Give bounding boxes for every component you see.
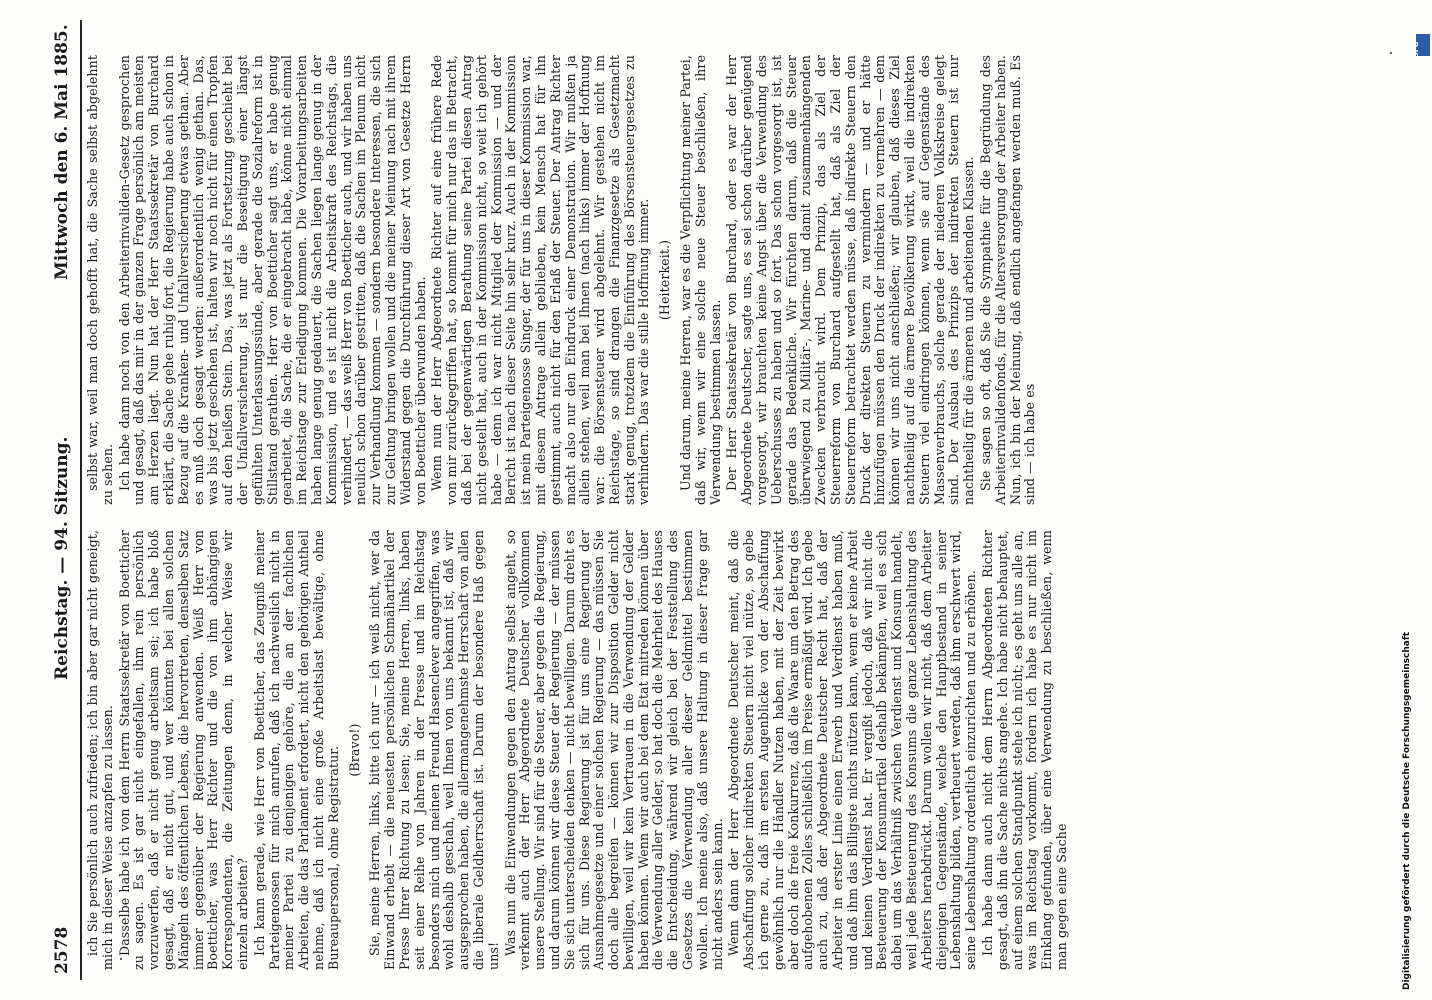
- paragraph: Wenn dann der Herr Abgeordnete Deutscher meint, daß die Abschaffung solcher indirekten Steuern nicht viel nütze, so gebe ich gerne zu, daß im ersten Augenblicke von der Abschaffung gewöhnlich nur die Händler Nutzen haben, mit der Zeit bewirkt aber doch die freie Konkurrenz, daß die Waare um den Betrag des aufgehobenen Zolles schließlich im Preise ermäßigt wird. Ich gebe auch zu, daß der Abgeordnete Deutscher Recht hat, daß der Arbeiter in erster Linie einen Erwerb und Verdienst haben muß, und daß ihm das Billigste nichts nützen kann, wenn er keine Arbeit und keinen Verdienst hat. Er vergißt jedoch, daß wir nicht die Besteuerung der Konsumartikel deshalb bekämpfen, weil es sich dabei um das Verhältniß zwischen Verdienst und Konsum handelt, weil jede Besteuerung des Konsums die ganze Lebenshaltung des Arbeiters herabdrückt. Darum wollen wir nicht, daß dem Arbeiter diejenigen Gegenstände, welche den Hauptbestand in seiner Lebenshaltung bilden, vertheuert werden, daß ihm erschwert wird, seine Lebenshaltung ordentlich einzurichten und zu erhöhen.: [726, 530, 979, 970]
- digitization-credit: Digitalisierung gefördert durch die Deutsche Forschungsgemeinschaft: [1402, 631, 1412, 990]
- session-date: Mittwoch den 6. Mai 1885.: [52, 24, 72, 280]
- paragraph: Wenn nun der Herr Abgeordnete Richter auf eine frühere Rede von mir zurückgegriffen hat, so kommt für mich nur das in Betracht, daß bei der gegenwärtigen Berathung seine Partei diesen Antrag nicht gestellt hat, auch in der Kommission nicht, so weit ich gehört habe — denn ich war nicht Mitglied der Kommission — und der Bericht ist nach dieser Seite hin sehr kurz. Auch in der Kommission ist mein Parteigenosse Singer, der für uns in dieser Kommission war, mit diesem Antrage allein geblieben, kein Mensch hat für ihn gestimmt, auch nicht für den Erlaß der Steuer. Der Antrag Richter macht also nur den Eindruck einer Demonstration. Wir mußten ja allein stehen, weil man bei Ihnen (nach links) immer der Hoffnung war: die Börsensteuer wird abgelehnt. Wir gestehen nicht im Reichstage, so sind drangen die Finanzgesetze als Gesetzmacht stark genug, trotzdem die Einführung des Börsensteuergesetzes zu verhindern. Das war die stille Hoffnung immer.: [429, 55, 652, 505]
- page-header: [46, 20, 82, 980]
- paragraph: ich Sie persönlich auch zufrieden; ich bin aber gar nicht geneigt, mich in dieser Weise anzapfen zu lassen.: [85, 530, 115, 970]
- dfg-logo: DFG: [1416, 34, 1430, 56]
- interjection: (Heiterkeit.): [657, 239, 673, 321]
- scan-speck: [1390, 52, 1392, 54]
- paragraph: Ich kann gerade, wie Herr von Boetticher, das Zeugniß meiner Parteigenossen für mich anrufen, daß ich nachweislich nicht in meiner Partei zu denjenigen gehöre, die an der fachlichen Arbeiten, die das Parlament erfordert, nicht den gehörigen Antheil nehme, daß ich nicht eine große Arbeitslast bewältige, ohne Bureaupersonal, ohne Registratur.: [251, 530, 341, 970]
- rotated-page-content: [46, 20, 1346, 980]
- right-column: [86, 55, 1040, 505]
- paragraph: Ich habe dann auch nicht dem Herrn Abgeordneten Richter gesagt, daß ihn die Sache nichts angehe. Ich habe nicht behauptet, auf einem solchen Standpunkt stehe ich nicht; es geht uns alle an, was im Reichstag vorkommt, fordern ich habe es nur nicht im Einklang gefunden, über eine Verwendung zu beschließen, wenn man gegen eine Sache: [980, 530, 1069, 970]
- scan-speck: [120, 958, 122, 960]
- left-column: [86, 530, 1072, 970]
- paragraph: selbst war, weil man doch gehofft hat, die Sache selbst abgelehnt zu sehen.: [85, 55, 115, 505]
- paragraph: Ich habe dann noch von den Arbeiterinvaliden-Gesetz gesprochen und gesagt, daß das mir in der ganzen Frage persönlich am meisten am Herzen liegt. Nun hat der Herr Staatssekretär von Burchard erklärt, die Sache gehe ruhig fort, die Regierung habe auch schon in Bezug auf die Kranken- und Unfallversicherung etwas gethan. Aber es muß doch gesagt werden: außerordentlich wenig gethan. Das, was bis jetzt geschehen ist, halten wir noch nicht für einen Tropfen auf den heißen Stein. Das, was jetzt als Fortsetzung geschieht bei der Unfallversicherung, ist nur die Beseitigung einer längst gefühlten Unterlassungssünde, aber gerade die Sozialreform ist in Stillstand gerathen. Herr von Boetticher sagt uns, er habe genug gearbeitet, die Sache, die er eingebracht habe, könne nicht einmal im Reichstage zur Erledigung kommen. Die Vorarbeitungsarbeiten haben lange genug gedauert, die Sachen liegen lange genug in der Kommission, und es ist nicht die Arbeitskraft des Reichstags, die verhindert, — das weiß Herr von Boetticher auch, und wir haben uns neulich schon darüber gestritten, daß die Sachen im Plenum nicht zur Verhandlung kommen — sondern besondere Interessen, die sich zur Geltung bringen wollen und die meiner Meinung nach mit ihrem Widerstand gegen die Durchführung dieser Art von Gesetze Herrn von Boetticher überwunden haben.: [116, 55, 428, 505]
- paragraph: Was nun die Einwendungen gegen den Antrag selbst angeht, so verkennt auch der Herr Abgeordnete Deutscher vollkommen unsere Stellung. Wir sind für die Steuer, aber gegen die Regierung, und darum können wir diese Steuer der Regierung — der müssen Sie sich unterscheiden denken — nicht bewilligen. Darum dreht es sich für uns. Diese Regierung ist für uns eine Regierung der Ausnahmegesetze und einer solchen Regierung — das müssen Sie doch alle begreifen — können wir zur Disposition Gelder nicht bewilligen, weil wir kein Vertrauen in die Verwendung der Gelder haben können. Wenn wir auch bei dem Etat mitreden können über die Verwendung aller Gelder, so hat doch die Mehrheit des Hauses die Entscheidung, während wir gleich bei der Feststellung des Gesetzes die Verwendung aller dieser Geldmittel bestimmen wollen. Ich meine also, daß unsere Haltung in dieser Frage gar nicht anders sein kann.: [502, 530, 725, 970]
- paragraph: Der Herr Staatssekretär von Burchard, oder es war der Herr Abgeordnete Deutscher, sagte uns, es sei schon darüber genügend vorgesorgt, wir brauchten keine Angst über die Verwendung des Ueberschusses zu haben und so fort. Das schon vorgesorgt ist, ist gerade das Bedenkliche. Wir fürchten darum, daß die Steuer überwiegend zu Militär-, Marine- und damit zusammenhängenden Zwecken verbraucht wird. Dem Prinzip, das als Ziel der Steuerreform von Burchard aufgestellt hat, daß als Ziel der Steuerreform betrachtet werden müsse, daß indirekte Steuern den Druck der direkten Steuern zu vermindern — und er hätte hinzufügen müssen den Druck der indirekten zu vermehren — dem können wir uns nicht anschließen; wir glauben, daß dieses Ziel nachtheilig auf die ärmere Bevölkerung wirkt, weil die indirekten Steuern viel eindringen können, wenn sie auf Gegenstände des Massenverbrauchs, solche gerade der niederen Volkskreise gelegt sind. Der Ausbau des Prinzips der indirekten Steuern ist nur nachtheilig für die ärmeren und arbeitenden Klassen.: [724, 55, 977, 505]
- paragraph: Sie, meine Herren, links, bitte ich nur — ich weiß nicht, wer da Einwand erhebt — die neuesten persönlichen Schmähartikel der Presse Ihrer Richtung zu lesen; Sie, meine Herren, links, haben seit einer Reihe von Jahren in der Presse und im Reichstag besonders mich und meinen Freund Hasenclever angegriffen, was wohl deshalb geschah, weil Ihnen von uns bekannt ist, daß wir ausgesprochen haben, die allermangenehmste Herrschaft von allen die liberale Geldherrschaft ist. Darum der besondere Haß gegen uns!: [367, 530, 501, 970]
- paragraph: Sie sagen so oft, daß Sie die Sympathie für die Begründung des Arbeiterinvalidenfonds, für die Altersversorgung der Arbeiter haben. Nun, ich bin der Meinung, daß endlich angefangen werden muß. Es sind — ich habe es: [978, 55, 1038, 505]
- session-title: Reichstag. — 94. Sitzung.: [52, 436, 72, 680]
- paragraph: Dasselbe habe ich von dem Herrn Staatssekretär von Boetticher zu sagen. Es ist gar nicht eingefallen, ihm rein persönlich vorzuwerfen, daß er nicht genug arbeitsam sei; ich habe bloß gesagt, daß er nicht gut, und wer könnten bei allen solchen Mängeln des öffentlichen Lebens, die hervortreten, denselben Satz immer gegenüber der Regierung anwenden. Weiß Herr von Boetticher, was Herr Richter und die von ihm abhängigen Korrespondenten, die Zeitungen denn, in welcher Weise wir einzeln arbeiten?: [116, 530, 250, 970]
- paragraph: Und darum, meine Herren, war es die Verpflichtung meiner Partei, daß wir, wenn wir eine solche neue Steuer beschließen, ihre Verwendung bestimmen lassen.: [678, 55, 723, 505]
- page-number: 2578: [52, 926, 72, 974]
- interjection: (Bravo!): [346, 723, 362, 777]
